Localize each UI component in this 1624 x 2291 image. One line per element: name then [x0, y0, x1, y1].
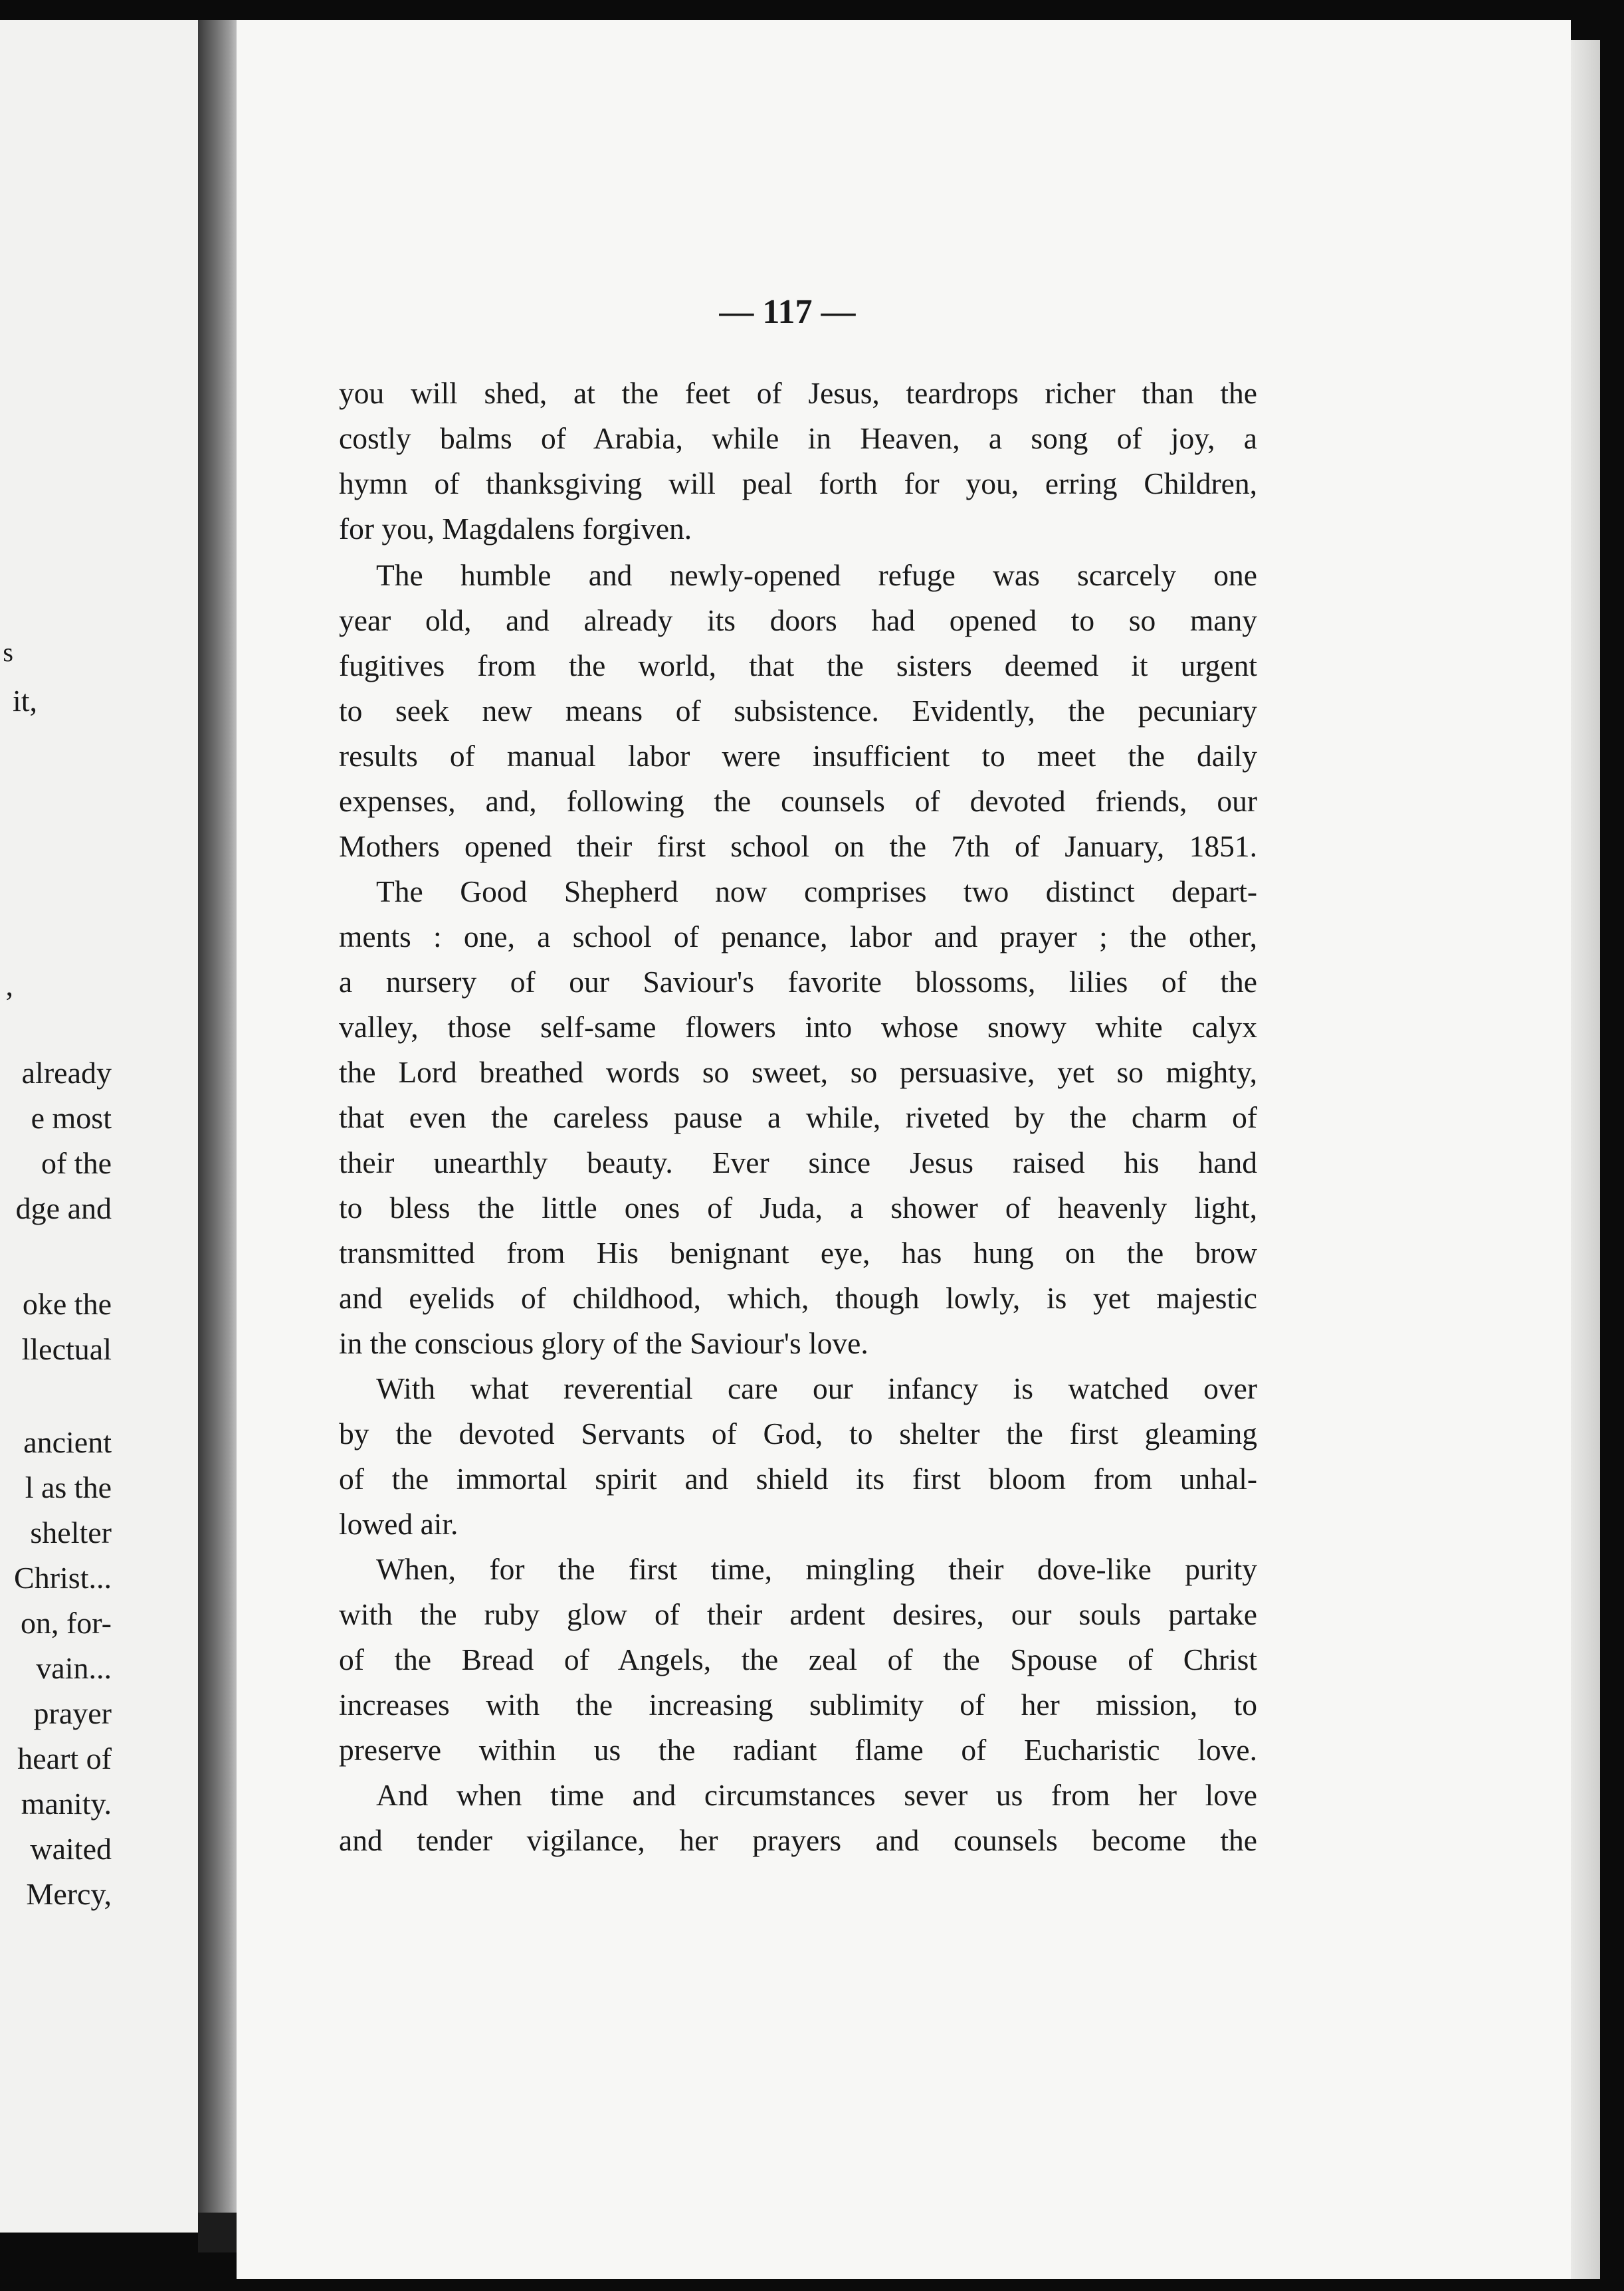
left-page-line: on, for- — [20, 1606, 112, 1640]
left-page-line: Mercy, — [26, 1877, 112, 1911]
text-line: a nursery of our Saviour's favorite blossoms, lilies of the — [339, 965, 1257, 999]
page-edge-shadow — [1600, 40, 1624, 2279]
left-page-line: oke the — [22, 1287, 112, 1321]
left-page-line: prayer — [33, 1696, 112, 1730]
text-line: to seek new means of subsistence. Evidently, the pecuniary — [339, 694, 1257, 728]
text-line: to bless the little ones of Juda, a shower of heavenly light, — [339, 1191, 1257, 1225]
left-page-line: of the — [41, 1146, 112, 1180]
text-line: by the devoted Servants of God, to shelter the first gleaming — [339, 1417, 1257, 1450]
left-page-line: manity. — [21, 1787, 112, 1821]
left-page-line: already — [21, 1056, 112, 1090]
text-line: expenses, and, following the counsels of devoted friends, our — [339, 784, 1257, 818]
text-line: of the Bread of Angels, the zeal of the Spouse of Christ — [339, 1643, 1257, 1676]
text-line: When, for the first time, mingling their dove-like purity — [376, 1552, 1257, 1586]
text-line: and tender vigilance, her prayers and counsels become the — [339, 1823, 1257, 1857]
text-line: with the ruby glow of their ardent desires, our souls partake — [339, 1597, 1257, 1631]
text-line: And when time and circumstances sever us from her love — [376, 1778, 1257, 1812]
left-page-line: e most — [31, 1101, 112, 1135]
text-line: valley, those self-same flowers into whose snowy white calyx — [339, 1010, 1257, 1044]
text-line: and eyelids of childhood, which, though lowly, is yet majestic — [339, 1281, 1257, 1315]
text-line: fugitives from the world, that the sisters deemed it urgent — [339, 648, 1257, 682]
text-line: Mothers opened their first school on the 7th of January, 1851. — [339, 829, 1257, 863]
text-line: transmitted from His benignant eye, has hung on the brow — [339, 1236, 1257, 1270]
text-line: for you, Magdalens forgiven. — [339, 512, 692, 546]
left-page-line: heart of — [17, 1742, 112, 1775]
text-line: increases with the increasing sublimity of her mission, to — [339, 1688, 1257, 1722]
left-page-line: it, — [12, 684, 37, 718]
text-line: their unearthly beauty. Ever since Jesus raised his hand — [339, 1146, 1257, 1179]
text-line: costly balms of Arabia, while in Heaven, a song of joy, a — [339, 421, 1257, 455]
left-page-line: s — [3, 637, 13, 667]
text-line: of the immortal spirit and shield its first bloom from unhal- — [339, 1462, 1257, 1496]
text-line: results of manual labor were insufficient to meet the daily — [339, 739, 1257, 773]
page-number: — 117 — — [719, 293, 856, 331]
text-line: The humble and newly-opened refuge was scarcely one — [376, 558, 1257, 592]
previous-page-fragment — [0, 20, 198, 2233]
book-gutter-shadow — [198, 20, 237, 2233]
book-gutter-foot — [198, 2213, 237, 2252]
left-page-line: ancient — [23, 1425, 112, 1459]
left-page-line: , — [5, 968, 13, 1002]
left-page-line: llectual — [21, 1332, 112, 1366]
left-page-line: dge and — [15, 1191, 112, 1225]
left-page-line: l as the — [25, 1470, 112, 1504]
text-line: that even the careless pause a while, riveted by the charm of — [339, 1100, 1257, 1134]
text-line: year old, and already its doors had opened to so many — [339, 603, 1257, 637]
left-page-line: Christ... — [14, 1561, 112, 1595]
left-page-line: vain... — [36, 1651, 112, 1685]
text-line: The Good Shepherd now comprises two distinct depart- — [376, 874, 1257, 908]
left-page-line: waited — [30, 1832, 112, 1866]
text-line: you will shed, at the feet of Jesus, teardrops richer than the — [339, 376, 1257, 410]
left-page-line: shelter — [30, 1516, 112, 1549]
text-line: hymn of thanksgiving will peal forth for you, erring Children, — [339, 466, 1257, 500]
text-line: With what reverential care our infancy is watched over — [376, 1371, 1257, 1405]
text-line: ments : one, a school of penance, labor and prayer ; the other, — [339, 920, 1257, 953]
text-line: in the conscious glory of the Saviour's love. — [339, 1326, 868, 1360]
page-edge — [1571, 40, 1600, 2279]
text-line: the Lord breathed words so sweet, so persuasive, yet so mighty, — [339, 1055, 1257, 1089]
text-line: preserve within us the radiant flame of Eucharistic love. — [339, 1733, 1257, 1767]
text-line: lowed air. — [339, 1507, 458, 1541]
